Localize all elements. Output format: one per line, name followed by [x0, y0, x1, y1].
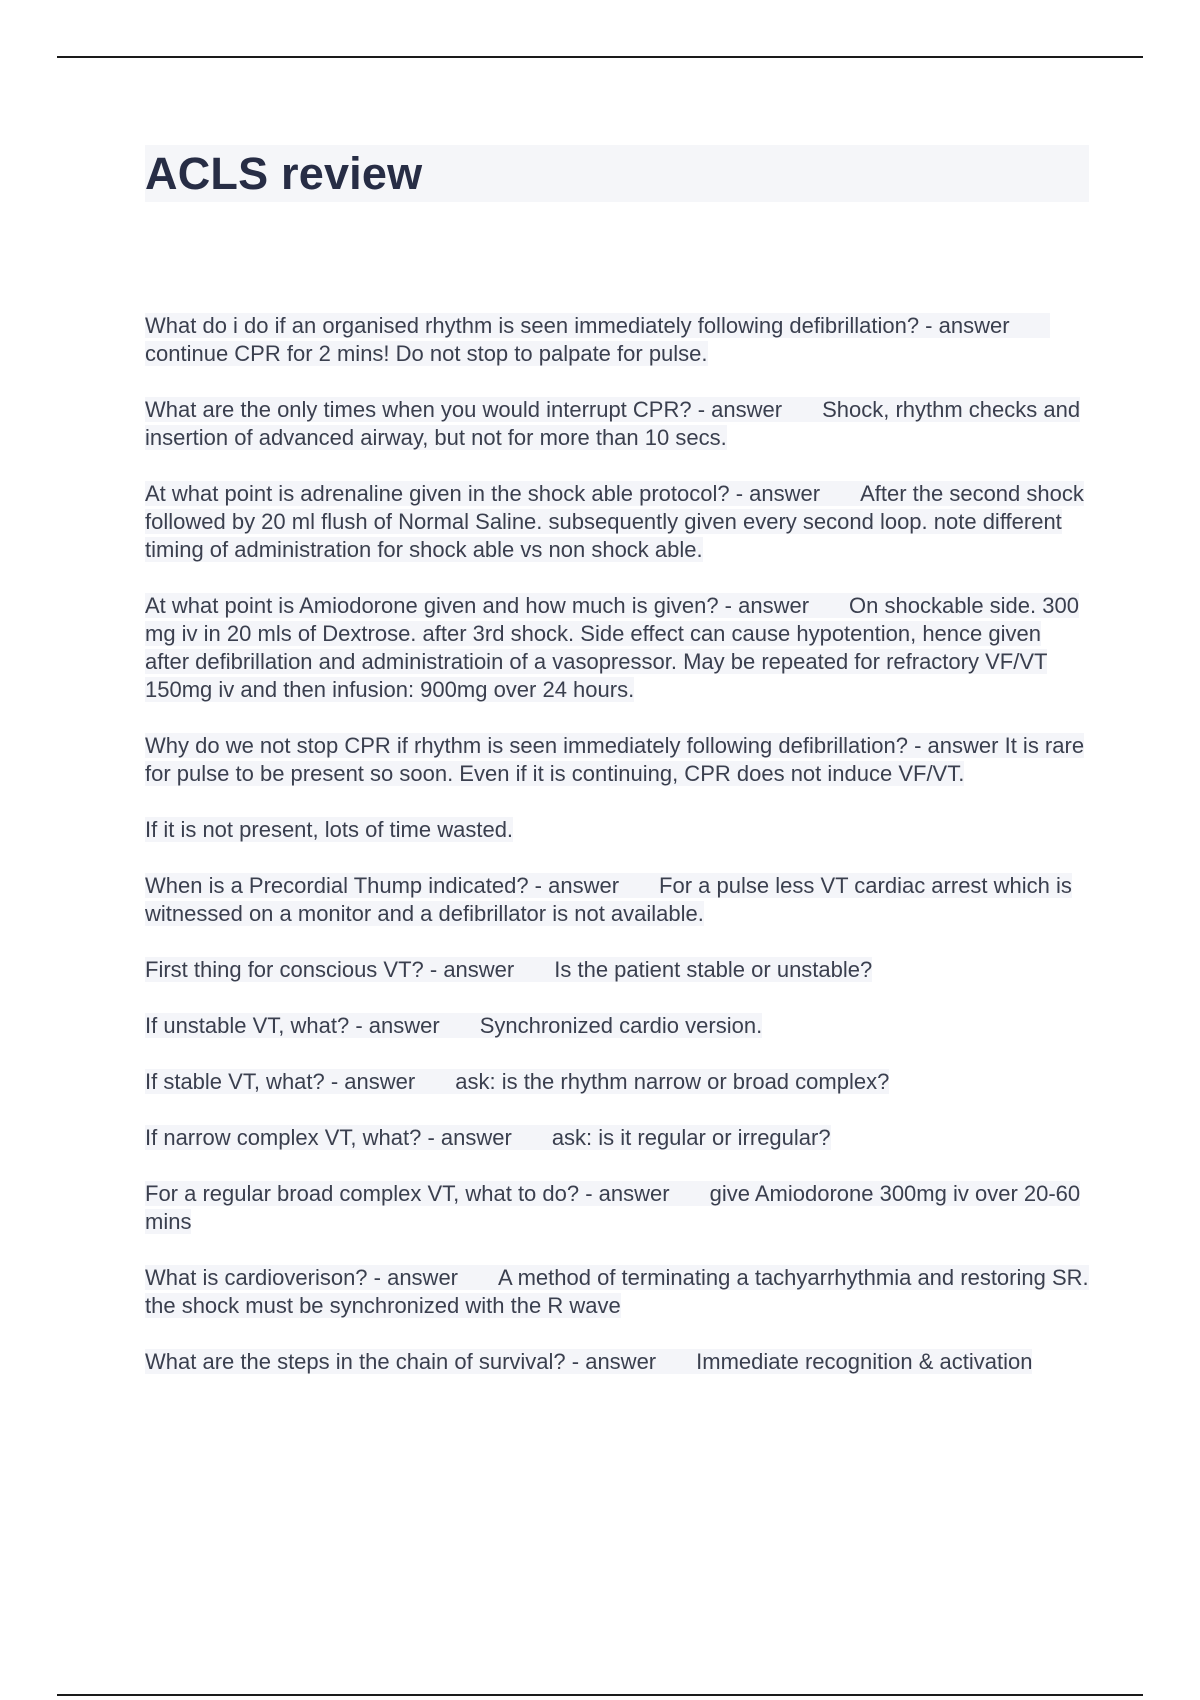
qa-answer: If it is not present, lots of time wasted.	[145, 817, 514, 842]
qa-answer: Synchronized cardio version.	[479, 1013, 763, 1038]
qa-answer: continue CPR for 2 mins! Do not stop to palpate for pulse.	[145, 341, 708, 366]
qa-question: What do i do if an organised rhythm is seen immediately following defibrillation? - answer	[145, 313, 1010, 338]
qa-question: Why do we not stop CPR if rhythm is seen immediately following defibrillation? - answer	[145, 733, 999, 758]
qa-answer: ask: is it regular or irregular?	[551, 1125, 831, 1150]
qa-item	[145, 1068, 1090, 1096]
qa-question: First thing for conscious VT? - answer	[145, 957, 515, 982]
qa-answer: Is the patient stable or unstable?	[554, 957, 873, 982]
qa-item	[145, 1348, 1090, 1376]
qa-question: What are the steps in the chain of survival? - answer	[145, 1349, 657, 1374]
qa-question: If narrow complex VT, what? - answer	[145, 1125, 512, 1150]
qa-question: At what point is Amiodorone given and how much is given? - answer	[145, 593, 810, 618]
qa-answer: After the second shock followed by 20 ml flush of Normal Saline. subsequently given every second loop. note different timing of administration for shock able vs non shock able.	[145, 481, 1084, 562]
page-title: ACLS review	[145, 148, 423, 199]
qa-question: What is cardioverison? - answer	[145, 1265, 459, 1290]
qa-answer: On shockable side. 300 mg iv in 20 mls of Dextrose. after 3rd shock. Side effect can cause hypotention, hence given after defibrillation and administratioin of a vasopressor. May be repeated for refractory VF/VT 150mg iv and then infusion: 900mg over 24 hours.	[145, 593, 1079, 702]
qa-item	[145, 872, 1090, 928]
qa-answer: For a pulse less VT cardiac arrest which is witnessed on a monitor and a defibrillator is not available.	[145, 873, 1072, 926]
qa-answer: Shock, rhythm checks and insertion of advanced airway, but not for more than 10 secs.	[145, 397, 1081, 450]
qa-item	[145, 956, 1090, 984]
qa-item	[145, 1264, 1090, 1320]
qa-item	[145, 312, 1090, 368]
qa-item	[145, 1012, 1090, 1040]
qa-question: When is a Precordial Thump indicated? - answer	[145, 873, 620, 898]
qa-item	[145, 592, 1090, 704]
bottom-divider	[57, 1694, 1143, 1696]
qa-item	[145, 732, 1090, 788]
qa-answer: A method of terminating a tachyarrhythmia and restoring SR. the shock must be synchronized with the R wave	[145, 1265, 1089, 1318]
qa-question: At what point is adrenaline given in the shock able protocol? - answer	[145, 481, 821, 506]
top-divider	[57, 56, 1143, 58]
qa-answer: give Amiodorone 300mg iv over 20-60 mins	[145, 1181, 1081, 1234]
qa-item	[145, 480, 1090, 564]
qa-item	[145, 396, 1090, 452]
qa-item	[145, 1124, 1090, 1152]
qa-item	[145, 1180, 1090, 1236]
qa-answer: It is rare for pulse to be present so soon. Even if it is continuing, CPR does not induce VF/VT.	[145, 733, 1085, 786]
qa-answer: ask: is the rhythm narrow or broad complex?	[455, 1069, 890, 1094]
qa-question: If stable VT, what? - answer	[145, 1069, 416, 1094]
qa-question: If unstable VT, what? - answer	[145, 1013, 440, 1038]
qa-answer: Immediate recognition & activation	[696, 1349, 1033, 1374]
qa-question: What are the only times when you would interrupt CPR? - answer	[145, 397, 783, 422]
qa-question: For a regular broad complex VT, what to do? - answer	[145, 1181, 670, 1206]
qa-list	[145, 312, 1090, 1404]
qa-item	[145, 816, 1090, 844]
